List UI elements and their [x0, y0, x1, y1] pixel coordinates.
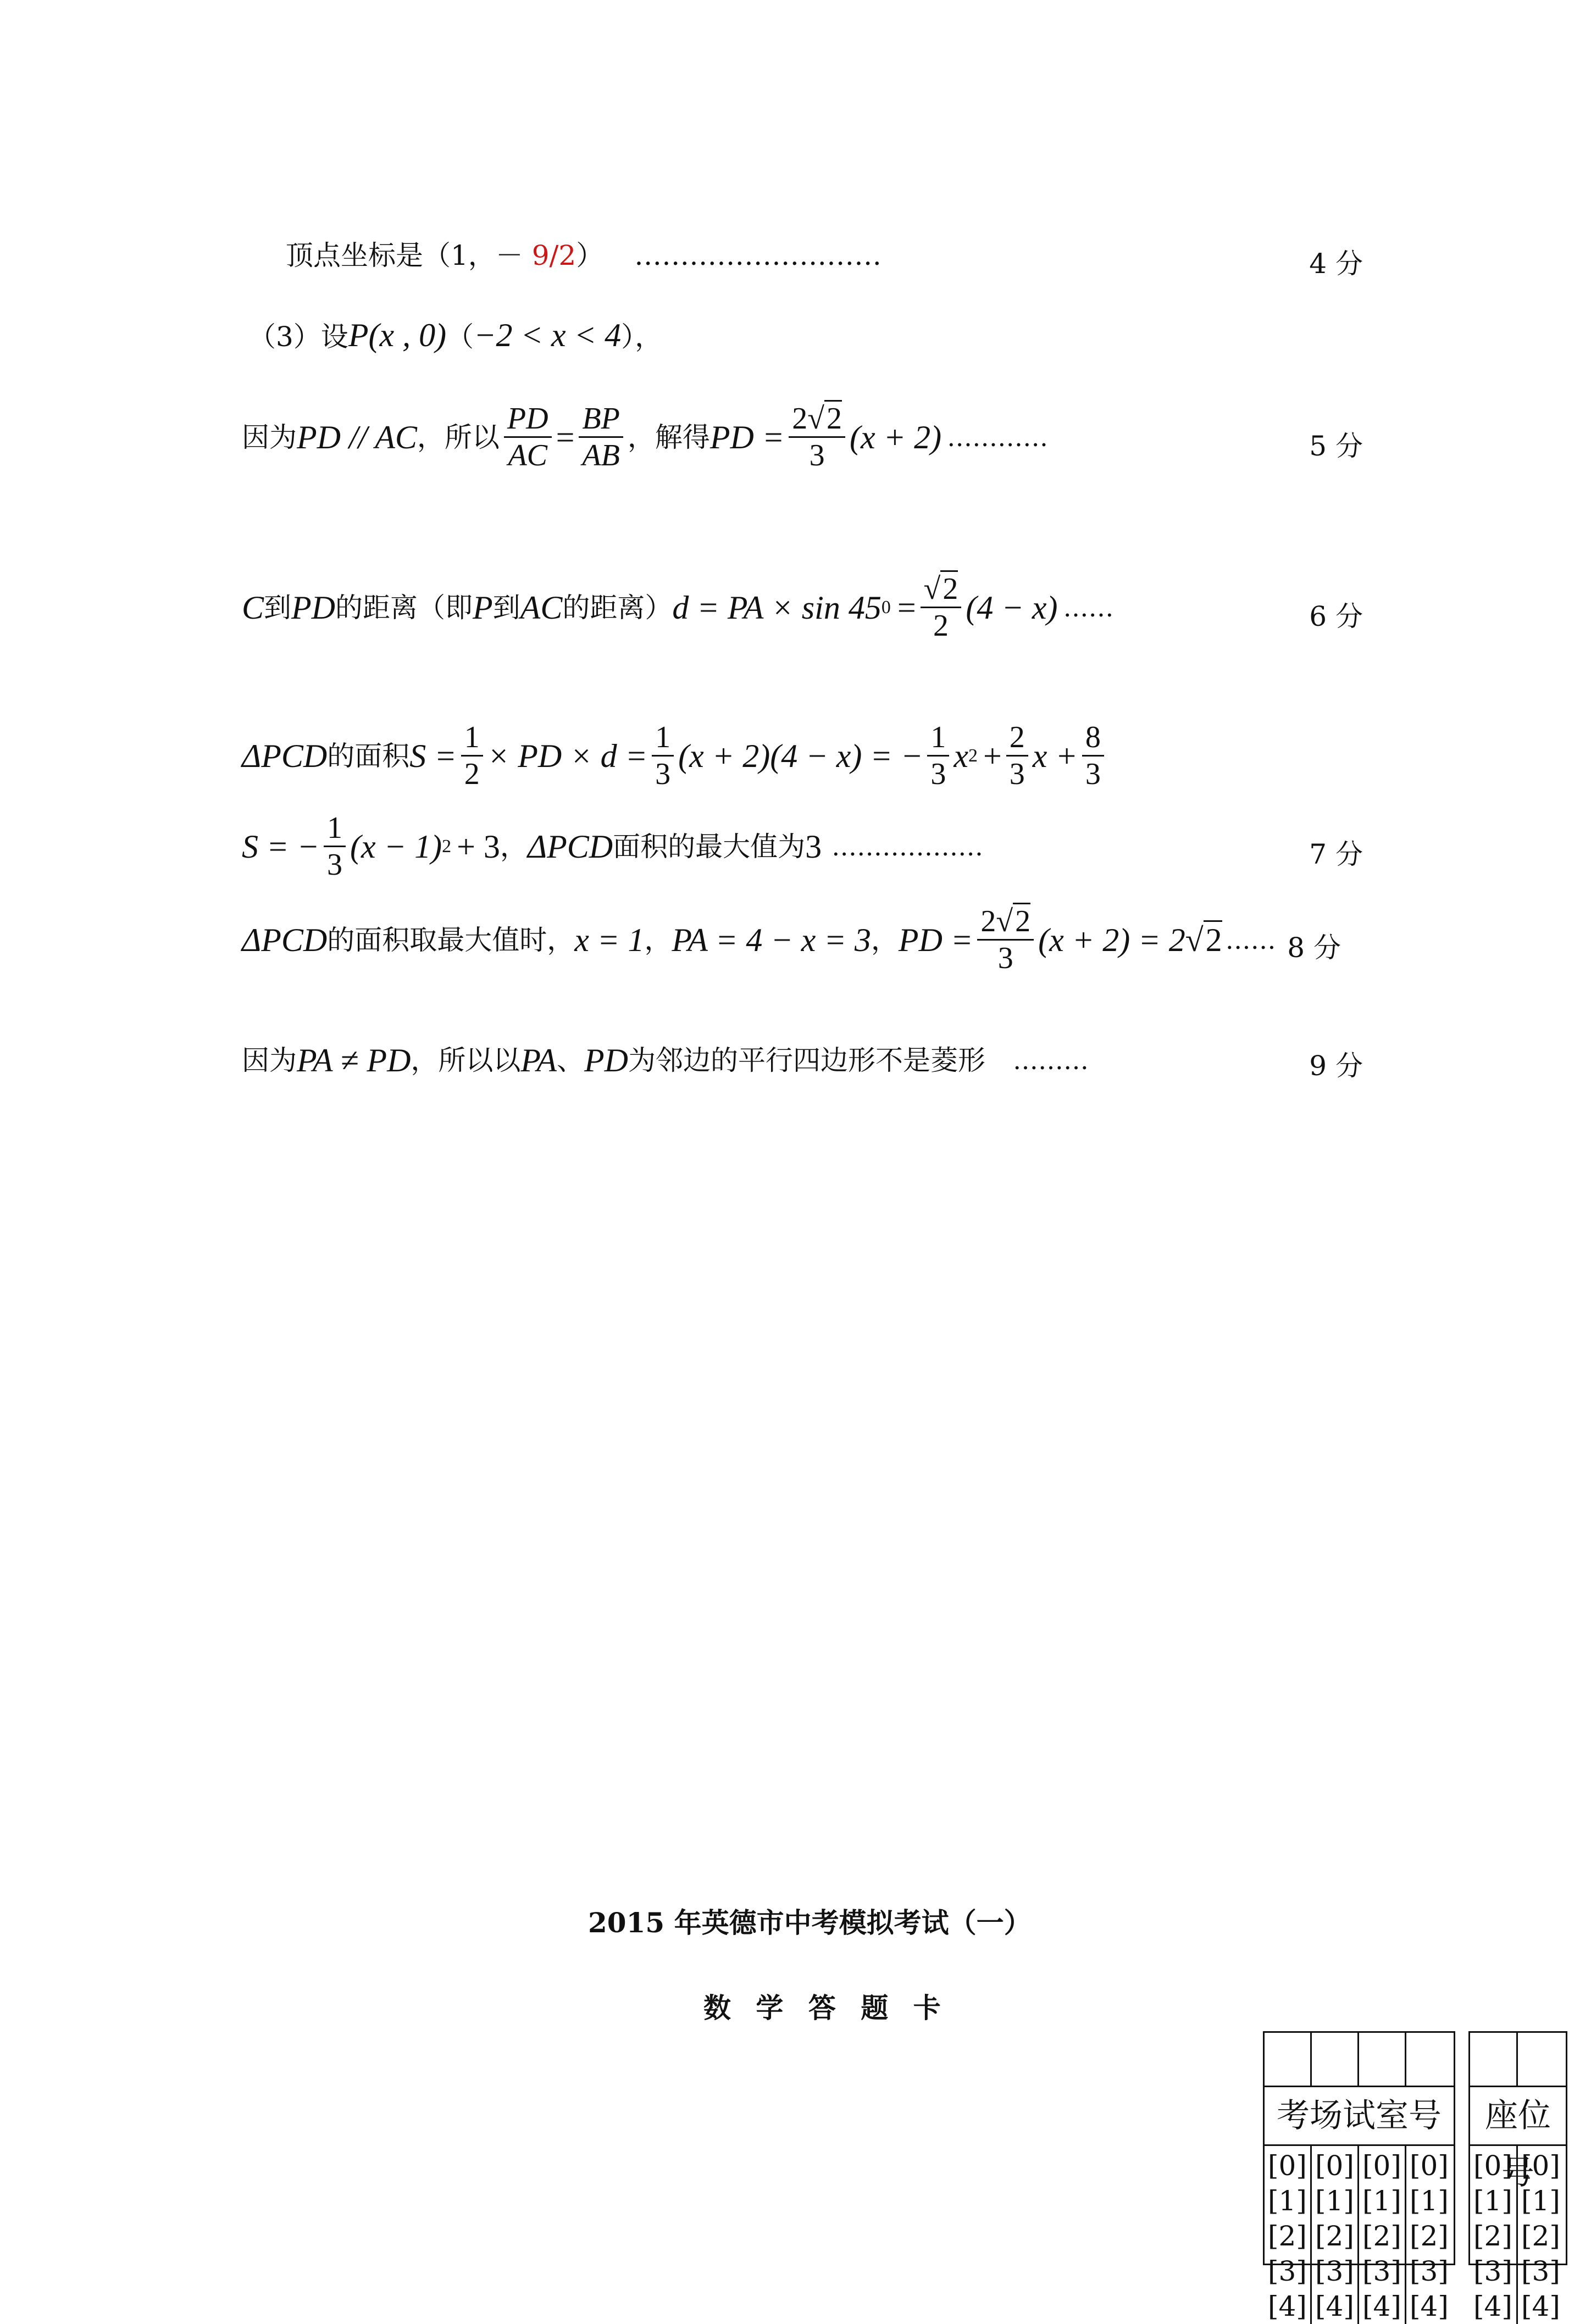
line-3-text: 因为 PD // AC ，所以 $\frac{PD}{AC}$ = $\frac{BP}{AB}$ ，解得 PD = $\frac{2√2}{3}$ (x + 2) ………… — [242, 401, 1048, 474]
score-mark: 9 分 — [1309, 1050, 1363, 1082]
score-mark: 5 分 — [1309, 430, 1363, 462]
bubble[interactable]: [2] — [1410, 2220, 1449, 2252]
bubble[interactable]: [1] — [1362, 2185, 1401, 2217]
bubble[interactable]: [2] — [1473, 2220, 1512, 2252]
bubble[interactable]: [4] — [1473, 2290, 1512, 2322]
seat-number-grid — [1468, 2031, 1567, 2322]
bubble[interactable]: [1] — [1473, 2185, 1512, 2217]
line-2-text: （3）设P(x , 0)（−2 < x < 4）， — [248, 317, 663, 353]
bubble[interactable]: [4] — [1268, 2290, 1307, 2322]
bubble-column — [1359, 2146, 1406, 2324]
bubble[interactable]: [4] — [1521, 2290, 1560, 2322]
bubble[interactable]: [0] — [1410, 2150, 1449, 2182]
fraction: $\frac{1}{3}$ — [927, 720, 949, 792]
solution-line-8 — [242, 1033, 1363, 1093]
write-in-boxes — [1470, 2033, 1566, 2086]
leader-dots: …… — [1225, 925, 1276, 955]
score-mark: 8 分 — [1287, 932, 1341, 964]
bubble[interactable]: [3] — [1315, 2255, 1354, 2287]
line-6-text: S = − $\frac{1}{3}$ (x − 1) 2 + 3 ， ΔPCD 面积的最大值为 3 ……………… — [242, 811, 984, 882]
bubble[interactable]: [3] — [1410, 2255, 1449, 2287]
bubble[interactable]: [0] — [1521, 2150, 1560, 2182]
bubble[interactable]: [1] — [1521, 2185, 1560, 2217]
fraction: $\frac{1}{3}$ — [652, 720, 674, 792]
bubble[interactable]: [0] — [1315, 2150, 1354, 2182]
fraction: $\frac{PD}{AC}$ — [504, 401, 552, 474]
bubble[interactable]: [3] — [1521, 2255, 1560, 2287]
bubble[interactable]: [1] — [1410, 2185, 1449, 2217]
bubble[interactable]: [2] — [1362, 2220, 1401, 2252]
fraction: $\frac{1}{3}$ — [324, 810, 346, 883]
bubble-column — [1518, 2146, 1564, 2324]
bubble[interactable]: [4] — [1410, 2290, 1449, 2322]
write-in-boxes — [1265, 2033, 1454, 2086]
bubble[interactable]: [2] — [1315, 2220, 1354, 2252]
score-mark: 4 分 — [1309, 248, 1363, 280]
bubble-columns — [1265, 2146, 1454, 2324]
line-5-text: ΔPCD 的面积 S = $\frac{1}{2}$ × PD × d = $\frac{1}{3}$ (x + 2)(4 − x) = − $\frac{1}{3}$ x 2 + $\frac{2}{3}$ x + $\frac{8}{3}$ — [242, 720, 1108, 792]
grid-label: 座位号 — [1470, 2086, 1566, 2146]
leader-dots: ……… — [1012, 1046, 1089, 1075]
solution-line-5 — [242, 709, 1363, 808]
bubble[interactable]: [0] — [1473, 2150, 1512, 2182]
solution-line-6 — [242, 802, 1363, 896]
solution-line-4 — [242, 560, 1363, 659]
bubble-column — [1406, 2146, 1452, 2324]
digit-box[interactable] — [1359, 2033, 1406, 2086]
digit-box[interactable] — [1312, 2033, 1359, 2086]
leader-dots: ………… — [947, 422, 1049, 452]
digit-box[interactable] — [1470, 2033, 1518, 2086]
grid-label: 考场试室号 — [1265, 2086, 1454, 2146]
exam-room-number-grid — [1263, 2031, 1455, 2322]
bubble-columns — [1470, 2146, 1566, 2324]
line-7-text: ΔPCD 的面积取最大值时， x = 1 ， PA = 4 − x = 3 ， PD = $\frac{2√2}{3}$ (x + 2) = 2 √2 …… — [242, 904, 1276, 976]
bubble[interactable]: [4] — [1362, 2290, 1401, 2322]
digit-box[interactable] — [1265, 2033, 1312, 2086]
bubble[interactable]: [3] — [1362, 2255, 1401, 2287]
fraction: $\frac{1}{2}$ — [461, 720, 483, 792]
score-mark: 7 分 — [1309, 838, 1363, 870]
bubble[interactable]: [1] — [1268, 2185, 1307, 2217]
highlighted-value: 9/2 — [531, 240, 576, 271]
leader-dots: ……………… — [831, 831, 984, 861]
line-1-text: 顶点坐标是（1，－ 9/2） ……………………… — [286, 240, 882, 271]
line-4-text: C 到 PD 的距离（即 P 到 AC 的距离） d = PA × sin 45 0 = $\frac{√2}{2}$ (4 − x) …… — [242, 571, 1114, 644]
fraction: $\frac{BP}{AB}$ — [579, 401, 623, 474]
score-mark: 6 分 — [1309, 601, 1363, 632]
bubble[interactable]: [0] — [1268, 2150, 1307, 2182]
fraction: $\frac{√2}{2}$ — [921, 571, 962, 644]
exam-title: 2015 年英德市中考模拟考试（一） — [588, 1906, 1032, 1939]
bubble[interactable]: [1] — [1315, 2185, 1354, 2217]
bubble[interactable]: [3] — [1473, 2255, 1512, 2287]
fraction: $\frac{2}{3}$ — [1006, 720, 1028, 792]
bubble[interactable]: [4] — [1315, 2290, 1354, 2322]
bubble[interactable]: [2] — [1521, 2220, 1560, 2252]
bubble[interactable]: [0] — [1362, 2150, 1401, 2182]
leader-dots: …… — [1063, 592, 1114, 622]
fraction: $\frac{2√2}{3}$ — [977, 904, 1034, 976]
bubble-column — [1265, 2146, 1312, 2324]
bubble-column — [1312, 2146, 1359, 2324]
bubble-column — [1470, 2146, 1518, 2324]
leader-dots: ……………………… — [634, 240, 882, 271]
digit-box[interactable] — [1406, 2033, 1452, 2086]
fraction: $\frac{2√2}{3}$ — [789, 401, 845, 474]
solution-line-3 — [242, 390, 1363, 489]
solution-line-1 — [242, 236, 1363, 324]
digit-box[interactable] — [1518, 2033, 1564, 2086]
bubble[interactable]: [2] — [1268, 2220, 1307, 2252]
solution-line-2 — [242, 313, 1363, 401]
fraction: $\frac{8}{3}$ — [1082, 720, 1104, 792]
line-8-text: 因为 PA ≠ PD ，所以以 PA 、 PD 为邻边的平行四边形不是菱形 ……… — [242, 1042, 1089, 1078]
solution-line-7 — [242, 896, 1363, 989]
bubble[interactable]: [3] — [1268, 2255, 1307, 2287]
card-title: 数 学 答 题 卡 — [703, 1992, 949, 2024]
